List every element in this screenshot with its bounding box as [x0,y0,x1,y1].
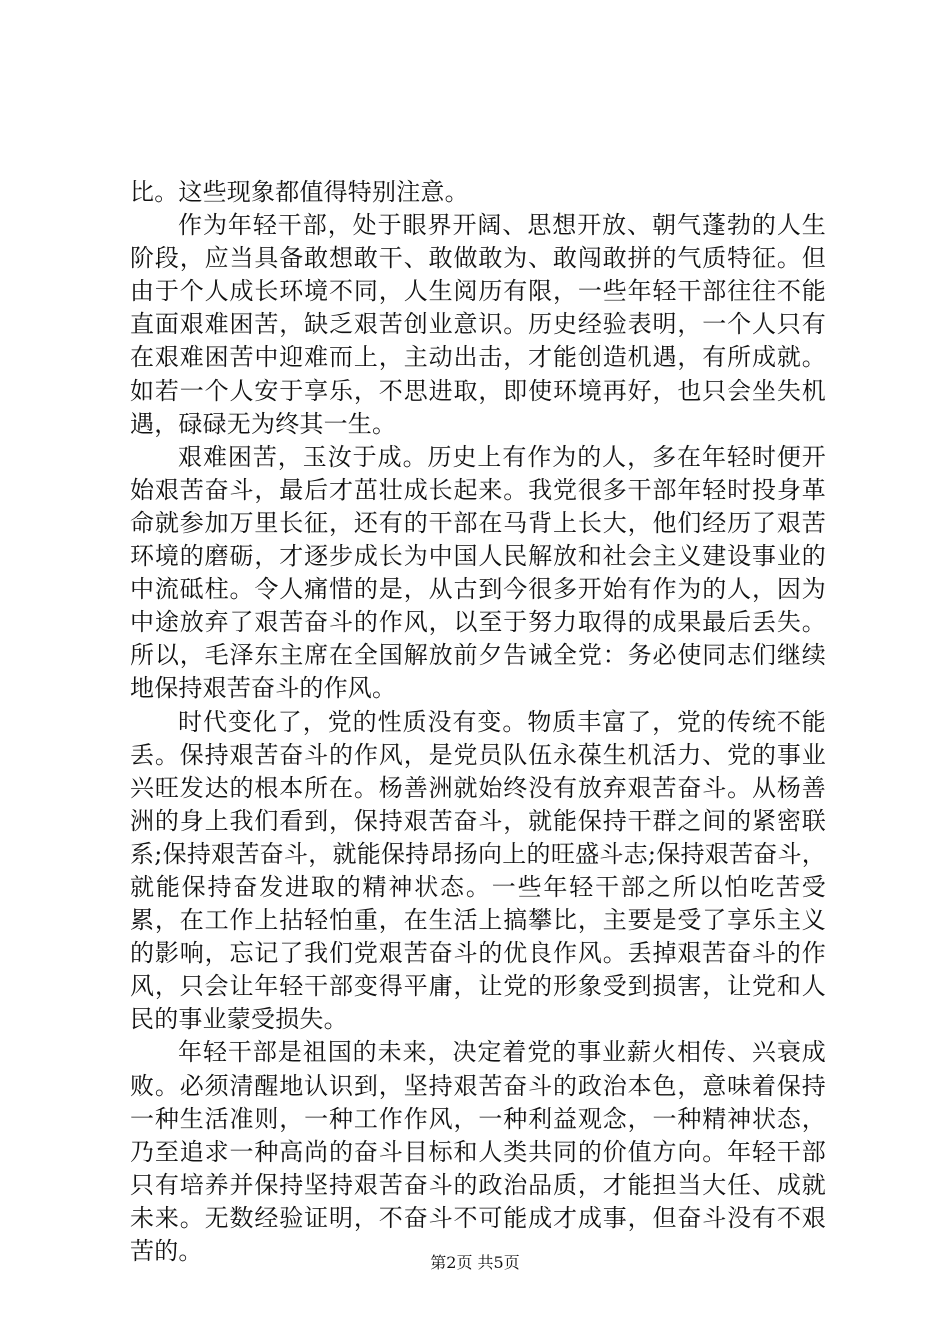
paragraph-times-changed: 时代变化了，党的性质没有变。物质丰富了，党的传统不能丢。保持艰苦奋斗的作风，是党员队伍永葆生机活力、党的事业兴旺发达的根本所在。杨善洲就始终没有放弃艰苦奋斗。从杨善洲的身上我们看到，保持艰苦奋斗，就能保持干群之间的紧密联系;保持艰苦奋斗，就能保持昂扬向上的旺盛斗志;保持艰苦奋斗，就能保持奋发进取的精神状态。一些年轻干部之所以怕吃苦受累，在工作上拈轻怕重，在生活上搞攀比，主要是受了享乐主义的影响，忘记了我们党艰苦奋斗的优良作风。丢掉艰苦奋斗的作风，只会让年轻干部变得平庸，让党的形象受到损害，让党和人民的事业蒙受损失。 [130,707,826,1034]
page-number-footer: 第2页 共5页 [430,1253,520,1272]
document-body [130,176,826,1268]
paragraph-continuation: 比。这些现象都值得特别注意。 [130,178,469,206]
paragraph-future: 年轻干部是祖国的未来，决定着党的事业薪火相传、兴衰成败。必须清醒地认识到，坚持艰苦奋斗的政治本色，意味着保持一种生活准则，一种工作作风，一种利益观念，一种精神状态，乃至追求一种高尚的奋斗目标和人类共同的价值方向。年轻干部只有培养并保持坚持艰苦奋斗的政治品质，才能担当大任、成就未来。无数经验证明，不奋斗不可能成才成事，但奋斗没有不艰苦的。 [130,1038,826,1265]
paragraph-young-cadres: 作为年轻干部，处于眼界开阔、思想开放、朝气蓬勃的人生阶段，应当具备敢想敢干、敢做敢为、敢闯敢拼的气质特征。但由于个人成长环境不同，人生阅历有限，一些年轻干部往往不能直面艰难困苦，缺乏艰苦创业意识。历史经验表明，一个人只有在艰难困苦中迎难而上，主动出击，才能创造机遇，有所成就。如若一个人安于享乐，不思进取，即使环境再好，也只会坐失机遇，碌碌无为终其一生。 [130,211,826,438]
paragraph-hardship: 艰难困苦，玉汝于成。历史上有作为的人，多在年轻时便开始艰苦奋斗，最后才茁壮成长起来。我党很多干部年轻时投身革命就参加万里长征，还有的干部在马背上长大，他们经历了艰苦环境的磨砺，才逐步成长为中国人民解放和社会主义建设事业的中流砥柱。令人痛惜的是，从古到今很多开始有作为的人，因为中途放弃了艰苦奋斗的作风，以至于努力取得的成果最后丢失。所以，毛泽东主席在全国解放前夕告诫全党：务必使同志们继续地保持艰苦奋斗的作风。 [130,442,826,703]
